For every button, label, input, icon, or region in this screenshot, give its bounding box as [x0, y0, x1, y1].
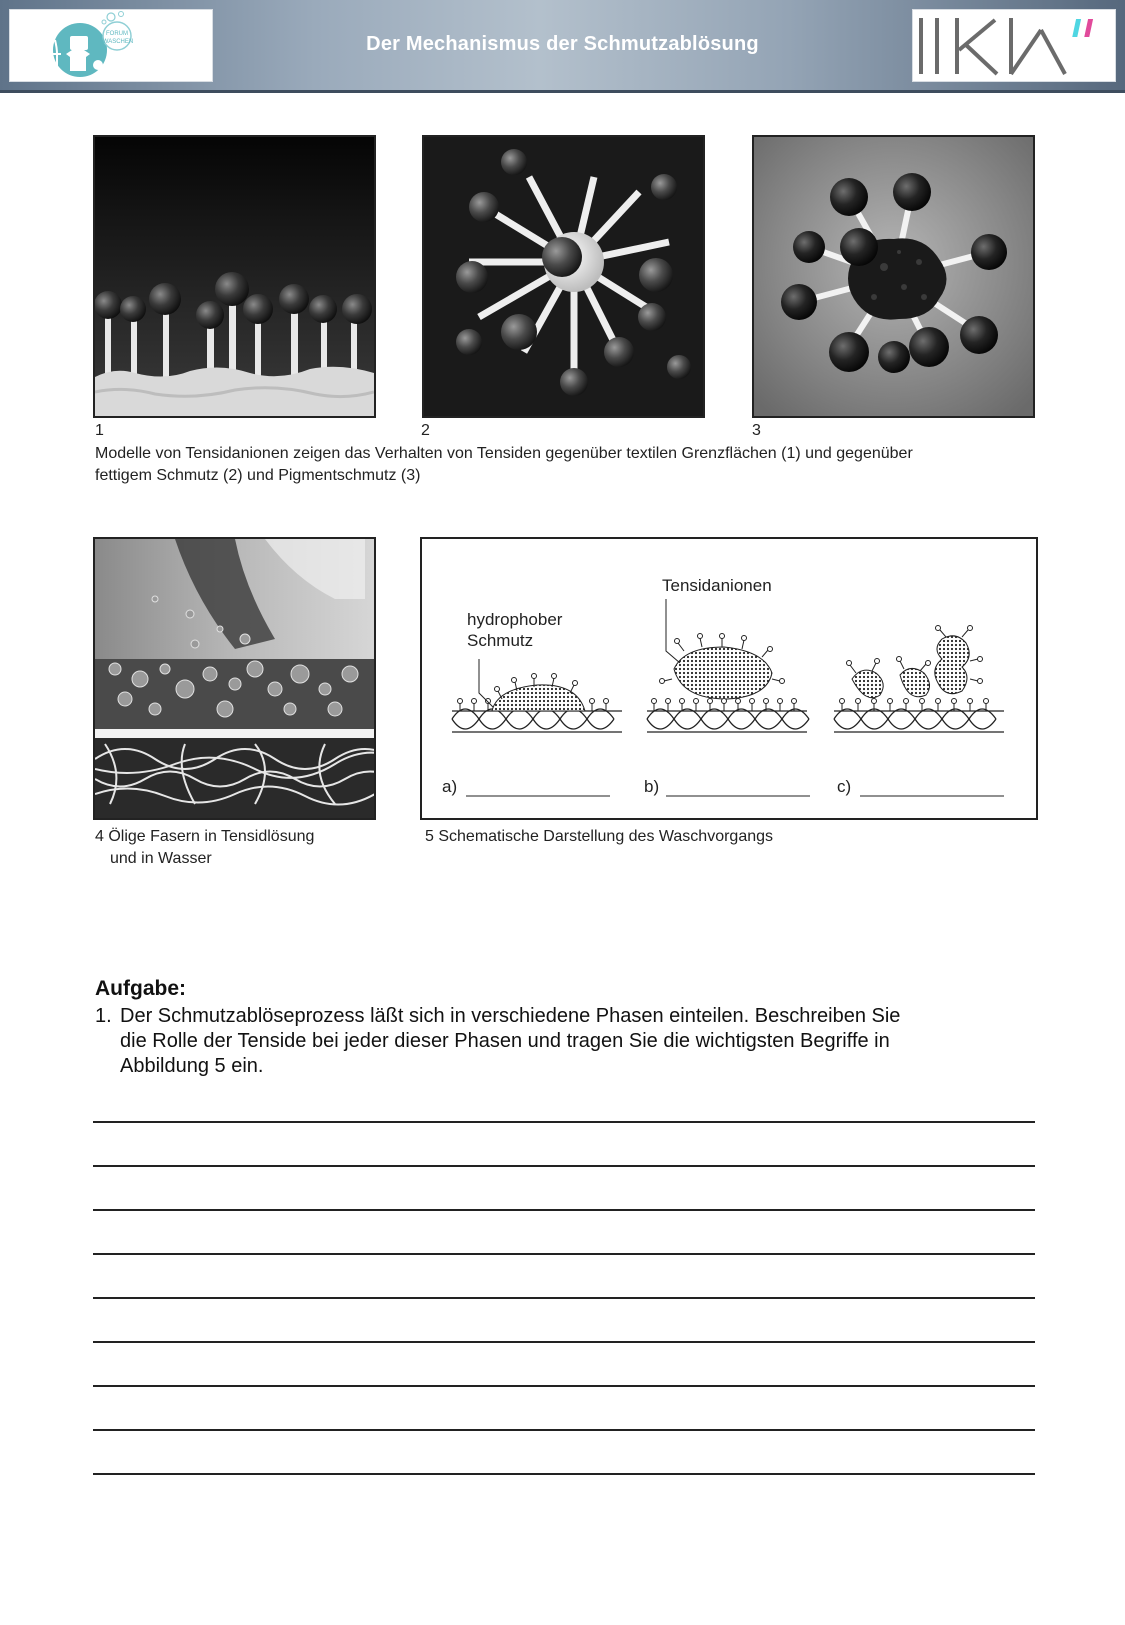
- page-header: [0, 0, 1125, 93]
- label-schmutz-line-2: Schmutz: [467, 631, 534, 650]
- logo-text-waschen: WASCHEN: [102, 39, 134, 45]
- label-hydrophober-line-1: hydrophober: [467, 610, 563, 629]
- figure-1-surfactant-model-fabric: [93, 135, 376, 418]
- answer-line: [93, 1341, 1035, 1343]
- task-text-line-1: Der Schmutzablöseprozess läßt sich in verschiedene Phasen einteilen. Beschreiben Sie: [120, 1005, 901, 1027]
- answer-line: [93, 1121, 1035, 1123]
- answer-line: [93, 1165, 1035, 1167]
- ikw-logo: [912, 9, 1116, 82]
- answer-line: [93, 1385, 1035, 1387]
- task-text-line-2: die Rolle der Tenside bei jeder dieser Phasen und tragen Sie die wichtigsten Begriffe in: [120, 1030, 890, 1052]
- figure-4-oily-fibers-photo: [93, 537, 376, 820]
- figures-top-caption-line-1: Modelle von Tensidanionen zeigen das Verhalten von Tensiden gegenüber textilen Grenzflächen (1) und gegenüber: [95, 445, 913, 462]
- answer-a-label: a): [442, 777, 458, 796]
- answer-line: [93, 1473, 1035, 1475]
- answer-line: [93, 1429, 1035, 1431]
- figure-1-label: 1: [95, 422, 104, 439]
- label-tensidanionen: Tensidanionen: [662, 576, 772, 595]
- figure-5-washing-process-diagram: [420, 537, 1038, 820]
- task-heading: Aufgabe:: [95, 977, 186, 1000]
- task-number: 1.: [95, 1005, 112, 1027]
- figure-2-label: 2: [421, 422, 430, 439]
- figure-4-caption-line-1: 4 Ölige Fasern in Tensidlösung: [95, 828, 315, 845]
- task-text: [120, 1004, 1020, 1079]
- figure-3-surfactant-model-pigment-dirt: [752, 135, 1035, 418]
- logo-text-forum: FORUM: [106, 31, 128, 37]
- figure-2-surfactant-model-oily-dirt: [422, 135, 705, 418]
- answer-line: [93, 1209, 1035, 1211]
- page-title: Der Mechanismus der Schmutzablösung: [366, 33, 759, 55]
- figure-5-caption: 5 Schematische Darstellung des Waschvorgangs: [425, 828, 774, 845]
- answer-line: [93, 1297, 1035, 1299]
- figure-4-caption-line-2: und in Wasser: [110, 850, 212, 867]
- answer-line: [93, 1253, 1035, 1255]
- answer-b-label: b): [644, 777, 660, 796]
- figure-3-label: 3: [752, 422, 761, 439]
- task-text-line-3: Abbildung 5 ein.: [120, 1055, 264, 1077]
- figures-top-caption-line-2: fettigem Schmutz (2) und Pigmentschmutz (3): [95, 467, 421, 484]
- answer-c-label: c): [837, 777, 852, 796]
